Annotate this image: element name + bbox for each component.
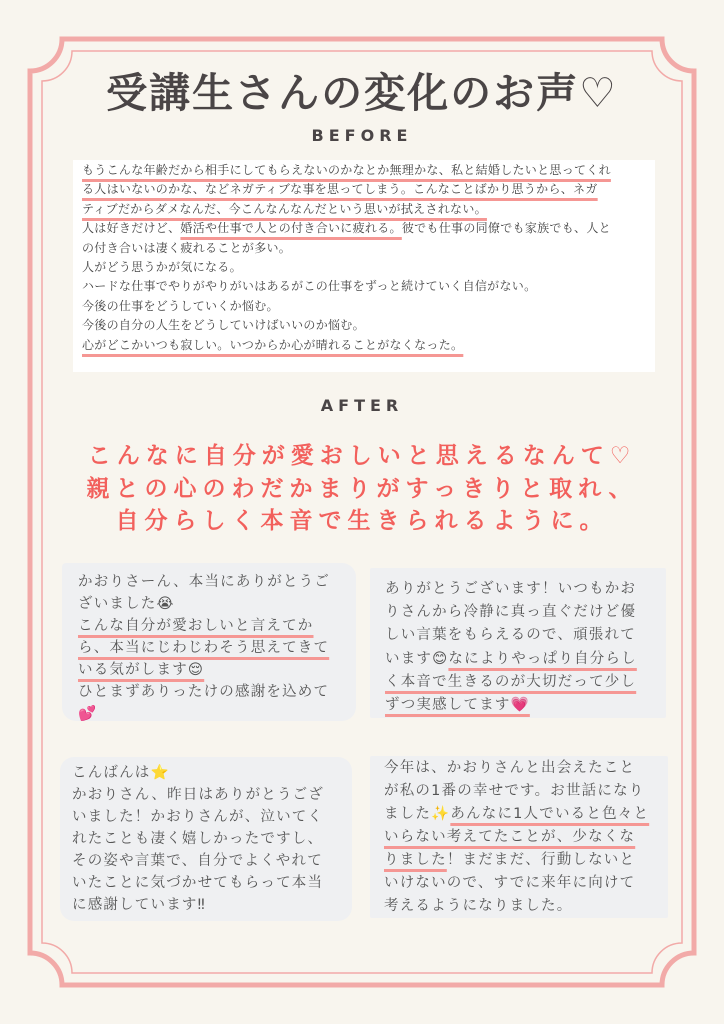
text-segment: 人がどう思うかが気になる。 <box>82 260 242 275</box>
text-line <box>384 757 649 780</box>
underlined-text: なによりやっぱり自分らし <box>448 650 637 667</box>
text-line <box>385 624 637 647</box>
text-line <box>82 297 611 316</box>
text-segment: りさんから冷静に真っ直ぐだけど優 <box>385 604 637 621</box>
underlined-text: ずつ実感してます💗 <box>385 697 530 714</box>
text-segment: かおりさん、昨日はありがとうござ <box>72 787 325 803</box>
text-line <box>82 180 611 199</box>
text-segment: 今後の仕事をどうしていくか悩む。 <box>82 298 279 313</box>
text-segment: しい言葉をもらえるので、頑張れて <box>385 627 636 644</box>
message-bubble-1 <box>62 563 356 721</box>
headline-line: 親との心のわだかまりがすっきりと取れ、 <box>86 475 638 502</box>
text-segment: 人は好きだけど、 <box>82 221 181 236</box>
before-text-box <box>73 160 655 372</box>
text-line <box>72 806 324 828</box>
text-line <box>384 803 649 826</box>
text-segment: ました✨ <box>384 806 451 822</box>
text-segment: が私の1番の幸せです。お世話になり <box>384 783 645 799</box>
underlined-text: あんなに1人でいると色々と <box>450 806 650 822</box>
headline-line: こんなに自分が愛おしいと思えるなんて♡ <box>87 443 637 469</box>
text-line <box>82 336 611 355</box>
text-segment: いけないので、すでに来年に向けて <box>384 875 636 891</box>
text-line <box>385 578 637 601</box>
text-line <box>78 593 330 615</box>
text-segment: に感謝しています‼ <box>72 897 206 913</box>
text-line <box>72 828 324 850</box>
underlined-text: いる気がします😌 <box>78 662 205 678</box>
text-line <box>384 780 649 803</box>
text-segment: 💕 <box>78 706 98 722</box>
text-line <box>82 200 611 219</box>
text-segment: その姿や言葉で、自分でよくやれて <box>72 853 323 869</box>
underlined-text: ティブだからダメなんだ、今こんなんなんだという思いが拭えされない。 <box>82 201 487 216</box>
after-label: AFTER <box>320 396 404 415</box>
text-line <box>78 659 330 681</box>
text-line <box>78 703 330 725</box>
text-segment: かおりさーん、本当にありがとうご <box>78 574 331 590</box>
text-segment: ひとまずありったけの感謝を込めて <box>78 684 330 700</box>
text-segment: ハードな仕事でやりがやりがいはあるがこの仕事をずっと続けていく自信がない。 <box>82 279 537 294</box>
message-text <box>72 762 324 916</box>
text-line <box>72 894 324 916</box>
text-line <box>384 872 649 895</box>
text-line <box>78 571 330 593</box>
text-line <box>82 219 611 238</box>
text-line <box>72 762 324 784</box>
text-segment: ざいました😭 <box>78 596 175 612</box>
underlined-text: りました <box>384 852 447 868</box>
underlined-text: ら、本当にじわじわそう思えてきて <box>78 640 330 656</box>
text-line <box>72 784 324 806</box>
text-line <box>82 316 611 335</box>
text-line <box>78 637 330 659</box>
underlined-text: いらない考えてたことが、少なくな <box>384 829 636 845</box>
text-line <box>385 601 637 624</box>
message-text <box>78 571 330 725</box>
underlined-text: こんな自分が愛おしいと言えてか <box>78 618 314 634</box>
text-segment: ありがとうございます！いつもかお <box>385 581 637 597</box>
text-line <box>385 694 637 717</box>
underlined-text: もうこんな年齢だから相手にしてもらえないのかなとか無理かな、私と結婚したいと思ってくれ <box>82 163 611 177</box>
text-segment: います😊 <box>385 650 449 667</box>
text-line <box>82 277 611 296</box>
text-segment: 今後の自分の人生をどうしていけばいいのか悩む。 <box>82 318 365 333</box>
text-segment: いたことに気づかせてもらって本当 <box>72 875 324 891</box>
text-line <box>384 895 649 918</box>
message-bubble-4 <box>370 756 668 918</box>
text-line <box>82 258 611 277</box>
text-segment: ！まだまだ、行動しないと <box>446 852 636 868</box>
text-segment: 彼でも仕事の同僚でも家族でも、人と <box>401 221 611 236</box>
text-segment: 考えるようになりました。 <box>384 898 573 914</box>
message-text <box>385 578 637 717</box>
underlined-text: 心がどこかいつも寂しい。いつからか心が晴れることがなくなった。 <box>82 337 464 352</box>
text-line <box>78 615 330 637</box>
before-text <box>82 161 611 355</box>
text-segment: こんばんは⭐ <box>72 765 170 781</box>
underlined-text: 婚活や仕事で人との付き合いに疲れる。 <box>180 221 402 236</box>
underlined-text: る人はいないのかな、などネガティブな事を思ってしまう。こんなことばかり思うから、ネガ <box>82 182 598 197</box>
underlined-text: く本音で生きるのが大切だって少し <box>385 673 637 690</box>
text-line <box>78 681 330 703</box>
text-line <box>72 872 324 894</box>
text-line <box>82 161 611 180</box>
text-line <box>82 239 611 258</box>
headline-line: 自分らしく本音で生きられるように。 <box>115 508 609 534</box>
text-segment: 今年は、かおりさんと出会えたこと <box>384 760 636 776</box>
message-bubble-2 <box>370 568 666 718</box>
message-bubble-3 <box>60 757 352 921</box>
text-line <box>384 826 649 849</box>
page-title: 受講生さんの変化のお声♡ <box>106 69 618 117</box>
before-label: BEFORE <box>311 126 413 145</box>
text-line <box>385 648 637 671</box>
text-line <box>72 850 324 872</box>
message-text <box>384 757 649 918</box>
text-segment: いました！かおりさんが、泣いてく <box>72 809 324 825</box>
text-line <box>385 671 637 694</box>
text-segment: の付き合いは凄く疲れることが多い。 <box>82 240 292 255</box>
text-line <box>384 849 649 872</box>
text-segment: れたことも凄く嬉しかったですし、 <box>72 831 324 847</box>
after-headline <box>0 440 724 538</box>
